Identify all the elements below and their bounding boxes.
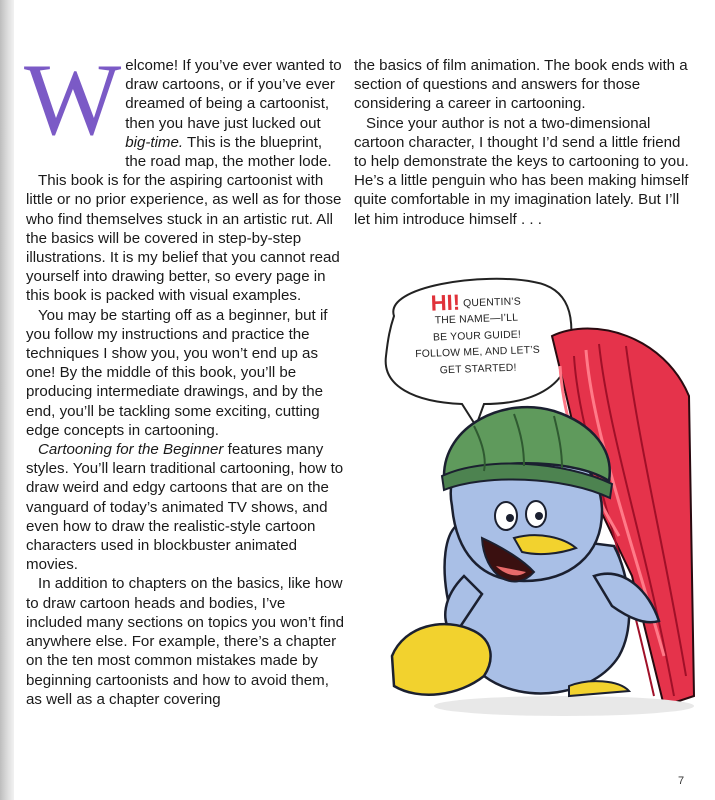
paragraph-aspiring: This book is for the aspiring cartoonist with little or no prior experience, as well as for those who find themselves stuck in an artistic rut. All the basics will be covered in step-by-step illustrations. It is my belief that you cannot read yourself into drawing better, so every page in this book is packed with visual examples. bbox=[26, 172, 342, 305]
page-number: 7 bbox=[678, 775, 685, 787]
bubble-line-3: BE YOUR GUIDE! bbox=[432, 329, 522, 344]
paragraph-continued: the basics of film animation. The book ends with a section of questions and answers for those considering a career in cartooning. bbox=[354, 57, 688, 113]
styles-text: features many styles. You’ll learn traditional cartooning, how to draw weird and edgy cartoons that are on the vanguard of today’s animated TV shows, and even how to draw the realistic-style cartoon characters used in blockbuster animated movies. bbox=[26, 441, 344, 574]
right-column bbox=[354, 56, 692, 229]
paragraph-chapters: In addition to chapters on the basics, like how to draw cartoon heads and bodies, I’ve included many sections on topics you won’t find anywhere else. For example, there’s a chapter on the ten most common mistakes made by beginning cartoonists and how to avoid them, as well as a chapter covering bbox=[26, 575, 344, 708]
intro-text-2: This is the blueprint, the road map, the mother lode. bbox=[125, 133, 332, 171]
paragraph-beginner: You may be starting off as a beginner, but if you follow my instructions and practice the techniques I show you, you won’t end up as one! By the middle of this book, you’ll be producing intermediate drawings, and by the end, you’ll be tackling some exciting, cutting edge concepts in cartooning. bbox=[26, 306, 328, 439]
intro-emphasis: big-time. bbox=[125, 133, 184, 151]
left-column bbox=[24, 43, 344, 709]
paragraph-author: Since your author is not a two-dimensional cartoon character, I thought I’d send a little friend to help demonstrate the keys to cartooning to you. He’s a little penguin who has been making himself quite comfortable in my imagination lately. But I’ll let him introduce himself . . . bbox=[354, 114, 689, 228]
intro-paragraph bbox=[24, 43, 344, 171]
paragraph-styles bbox=[26, 440, 344, 574]
intro-text-1: elcome! If you’ve ever wanted to draw cartoons, or if you’ve ever dreamed of being a cartoonist, then you have just lucked out bbox=[125, 57, 342, 132]
page-gutter-shadow bbox=[0, 0, 14, 800]
speech-bubble-text bbox=[393, 291, 562, 381]
hi-exclamation: HI! bbox=[430, 289, 461, 316]
drop-cap: W bbox=[24, 43, 122, 157]
bubble-line-5: GET STARTED! bbox=[439, 362, 517, 376]
bubble-line-4: FOLLOW ME, AND LET’S bbox=[415, 345, 541, 361]
bubble-line-2: THE NAME—I’LL bbox=[434, 312, 519, 327]
book-title: Cartooning for the Beginner bbox=[38, 441, 224, 459]
bubble-line-1: HI! QUENTIN’S bbox=[430, 289, 522, 316]
